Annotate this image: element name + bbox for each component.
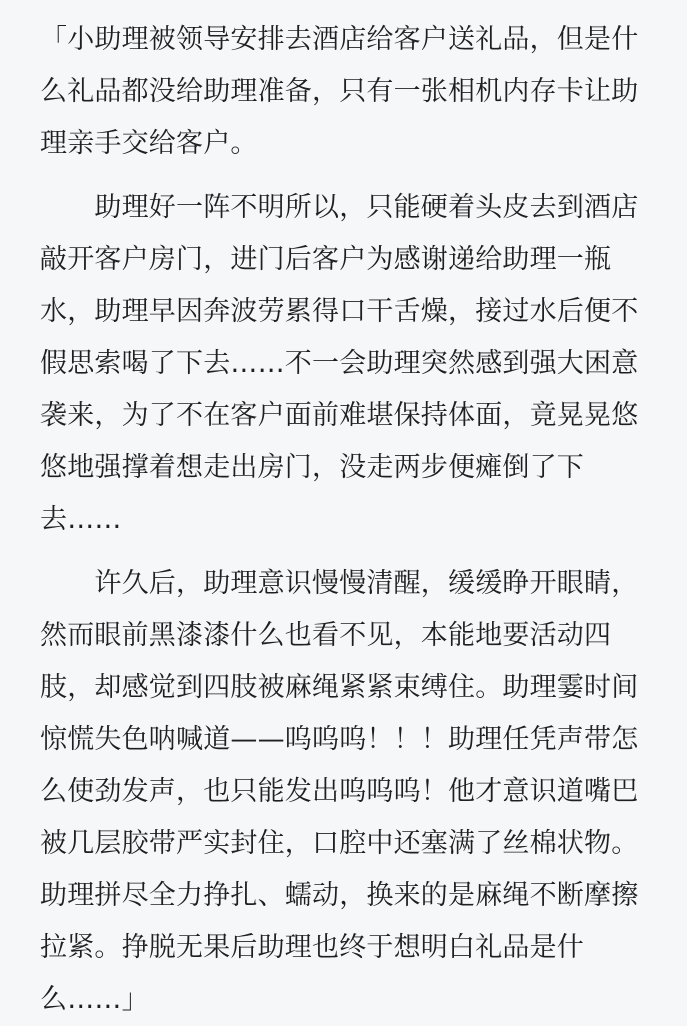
paragraph-hotel-visit: 助理好一阵不明所以，只能硬着头皮去到酒店敲开客户房门，进门后客户为感谢递给助理一瓶水，助理早因奔波劳累得口干舌燥，接过水后便不假思索喝了下去……不一会助理突然感到强大困意袭来，为了不在客户面前难堪保持体面，竟晃晃悠悠地强撑着想走出房门，没走两步便瘫倒了下去…… xyxy=(40,192,639,535)
paragraph-awakening: 许久后，助理意识慢慢清醒，缓缓睁开眼睛，然而眼前黑漆漆什么也看不见，本能地要活动四肢，却感觉到四肢被麻绳紧紧束缚住。助理霎时间惊慌失色呐喊道——呜呜呜！！！助理任凭声带怎么使劲发声，也只能发出呜呜呜！他才意识道嘴巴被几层胶带严实封住，口腔中还塞满了丝棉状物。助理拼尽全力挣扎、蠕动，换来的是麻绳不断摩擦拉紧。挣脱无果后助理也终于想明白礼品是什么……」 xyxy=(40,568,639,1015)
paragraph-intro: 「小助理被领导安排去酒店给客户送礼品，但是什么礼品都没给助理准备，只有一张相机内存卡让助理亲手交给客户。 xyxy=(40,24,639,159)
